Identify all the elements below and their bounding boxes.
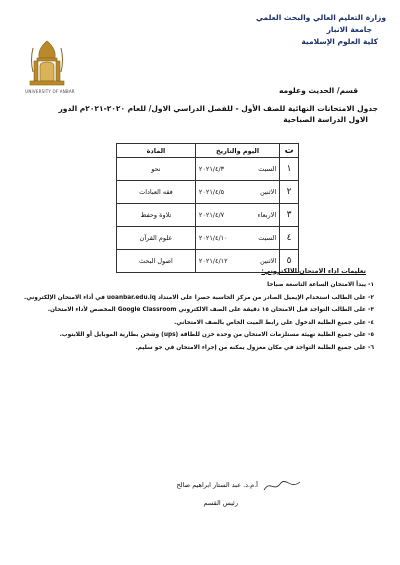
signature-scribble bbox=[262, 478, 302, 494]
row-number: ٤ bbox=[280, 227, 299, 250]
row-subject: اصول البحث bbox=[117, 250, 196, 273]
row-number: ٣ bbox=[280, 204, 299, 227]
row-date: ٢٠٢١/٤/٥ bbox=[198, 188, 225, 196]
signatory-role: رئيس القسم bbox=[203, 499, 238, 507]
signatory-name: أ.م.د. عبد الستار ابراهيم صالح bbox=[176, 481, 258, 489]
college-line: كلية العلوم الإسلامية bbox=[301, 37, 378, 46]
header-subject: المادة bbox=[117, 144, 196, 158]
title-line-1: جدول الامتحانات النهائية للصف الأول - للفصل الدراسي الاول/ للعام ٢٠٢٠-٢٠٢١م الدور bbox=[58, 104, 378, 113]
header-day-date: اليوم والتاريخ bbox=[195, 144, 279, 158]
row-subject: علوم القرآن bbox=[117, 227, 196, 250]
logo-caption: UNIVERSITY OF ANBAR bbox=[25, 89, 75, 94]
instructions-heading: تعليمات اداء الامتحان الالكتروني: bbox=[261, 267, 366, 275]
row-number: ٢ bbox=[280, 181, 299, 204]
instruction-item: ٤- على جميع الطلبة الدخول على رابط الميت الخاص بالصف الامتحاني. bbox=[174, 319, 374, 326]
row-day-date bbox=[195, 158, 279, 181]
row-day-date bbox=[195, 204, 279, 227]
table-row bbox=[117, 227, 299, 250]
row-subject: فقه العبادات bbox=[117, 181, 196, 204]
instructions-list bbox=[22, 280, 374, 355]
row-number: ١ bbox=[280, 158, 299, 181]
instruction-item: ٢- على الطالب استخدام الإيميل الصادر من مركز الحاسبة حصرا على الامتداد uoanbar.edu.iq في أداء الامتحان الإلكتروني. bbox=[24, 294, 374, 301]
row-day: السبت bbox=[258, 234, 277, 242]
table-header-row bbox=[117, 144, 299, 158]
row-day-date bbox=[195, 227, 279, 250]
table-row bbox=[117, 158, 299, 181]
exam-schedule-table bbox=[116, 143, 299, 273]
header-number: ت bbox=[280, 144, 299, 158]
row-day-date bbox=[195, 181, 279, 204]
instruction-item: ٣- على الطالب التواجد قبل الامتحان ١٥ دقيقة على الصف الالكتروني Google Classroom المخصص لأداء الامتحان. bbox=[47, 307, 374, 313]
table-row bbox=[117, 204, 299, 227]
row-date: ٢٠٢١/٤/١٢ bbox=[198, 257, 228, 265]
row-day: السبت bbox=[258, 165, 277, 173]
row-date: ٢٠٢١/٤/٣ bbox=[198, 165, 225, 173]
row-subject: تلاوة وحفظ bbox=[117, 204, 196, 227]
row-date: ٢٠٢١/٤/٧ bbox=[198, 211, 225, 219]
row-date: ٢٠٢١/٤/١٠ bbox=[198, 234, 228, 242]
university-line: جامعة الانبار bbox=[326, 25, 372, 34]
ministry-header bbox=[256, 12, 386, 48]
university-logo bbox=[24, 38, 70, 94]
instruction-item: ١- يبدأ الامتحان الساعة التاسعة صباحا bbox=[267, 282, 374, 288]
department-label: قسم/ الحديث وعلومه bbox=[278, 86, 358, 95]
title-line-2: الاول الدراسة الصباحية bbox=[283, 115, 368, 124]
row-day: الاثنين bbox=[259, 188, 277, 196]
row-day: الاربعاء bbox=[257, 211, 277, 219]
row-subject: نحو bbox=[117, 158, 196, 181]
instruction-item: ٦- على جميع الطلبة التواجد في مكان معزول يمكنه من إجراء الامتحان في جو سليم. bbox=[135, 344, 374, 351]
row-day: الاثنين bbox=[259, 257, 277, 265]
ministry-line: وزارة التعليم العالي والبحث العلمي bbox=[255, 13, 386, 22]
row-number: ٥ bbox=[280, 250, 299, 273]
table-row bbox=[117, 181, 299, 204]
document-title bbox=[18, 103, 378, 125]
instruction-item: ٥- على جميع الطلبة تهيئة مستلزمات الامتحان من وحدة خزن للطاقة (ups) وشحن بطارية الموبايل أو اللابتوب. bbox=[59, 332, 374, 338]
